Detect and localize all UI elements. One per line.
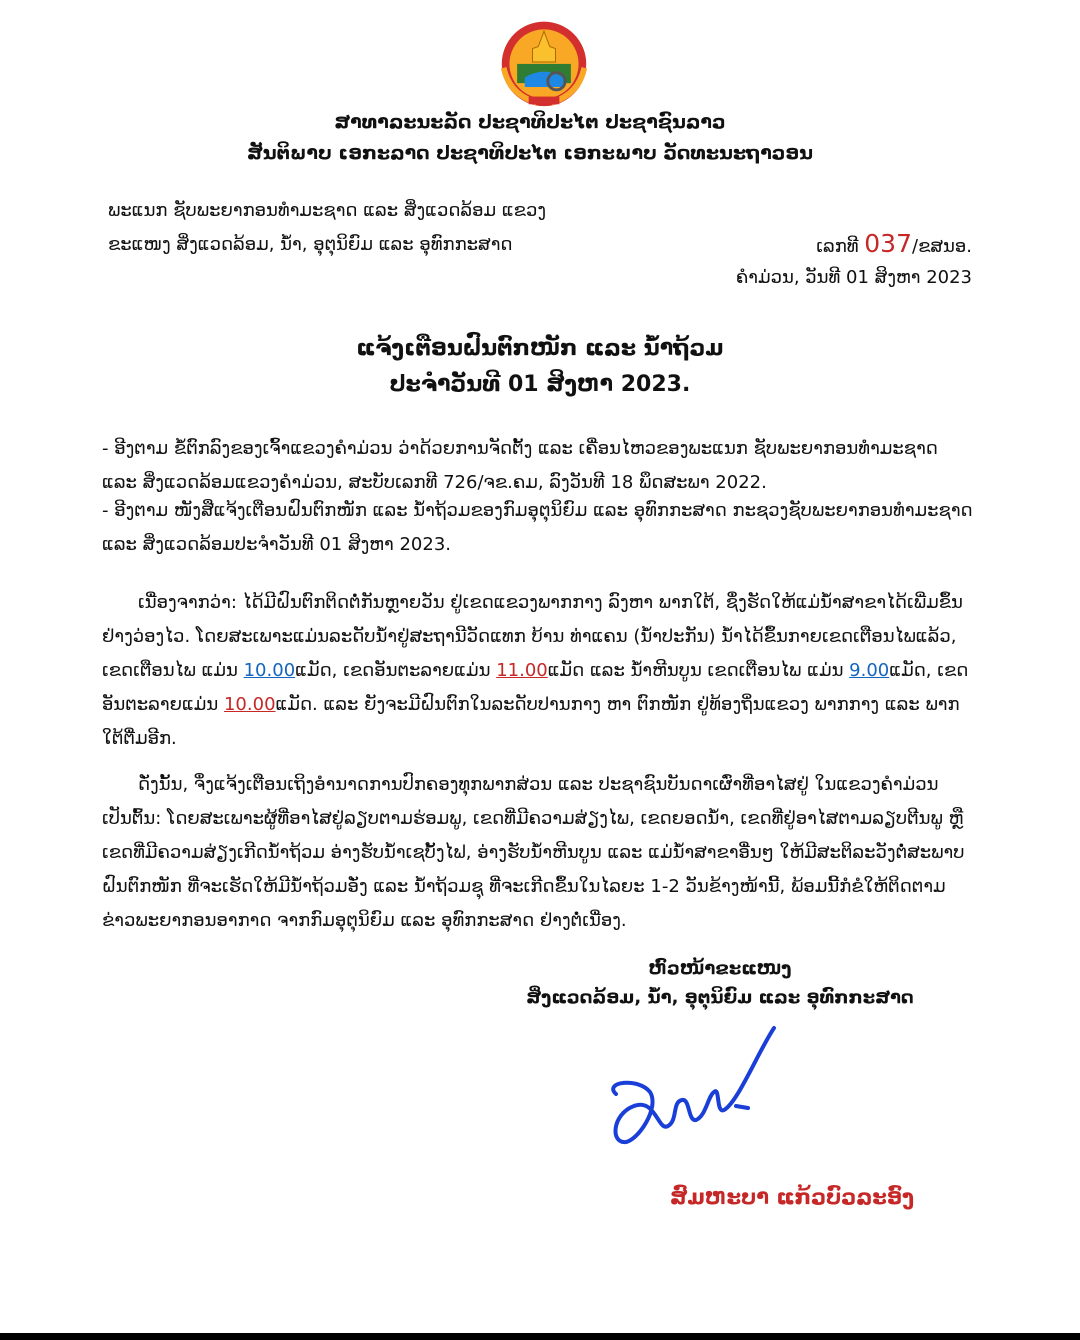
legal-reference-2: - ອີງຕາມ ໜັງສືແຈ້ງເຕືອນຝົນຕົກໜັກ ແລະ ນ້ຳຖ້ວມຂອງກົມອຸຕຸນິຍົມ ແລະ ອຸທົກກະສາດ ກະຊວງຊັບພະຍາກອນທຳມະຊາດ ແລະ ສິ່ງແວດລ້ອມປະຈຳວັນທີ 01 ສິງຫາ 2023. [102, 500, 973, 555]
body-paragraph-1 [102, 586, 974, 756]
water-level-value: 9.00 [849, 660, 890, 681]
signatory-unit: ສິ່ງແວດລ້ອມ, ນ້ຳ, ອຸຕຸນິຍົມ ແລະ ອຸທົກກະສາດ [526, 987, 914, 1008]
body-text: ແມັດ. ແລະ ຍັງຈະມີຝົນຕົກໃນລະດັບປານກາງ ຫາ ຕົກໜັກ ຢູ່ທ້ອງຖິ່ນແຂວງ ພາກກາງ ແລະ ພາກໃຕ້ຕື່ມອີກ. [102, 694, 960, 749]
body-text: ແມັດ, ເຂດອັນຕະລາຍແມ່ນ [102, 660, 969, 715]
reference-number-value: 037 [864, 229, 912, 258]
body-text: ດັ່ງນັ້ນ, ຈຶ່ງແຈ້ງເຕືອນເຖິງອຳນາດການປົກຄອງທຸກພາກສ່ວນ ແລະ ປະຊາຊົນບັນດາເຜົ່າທີ່ອາໄສຢູ່ ໃນແຂວງຄຳມ່ວນ ເປັນຕົ້ນ: ໂດຍສະເພາະຜູ້ທີ່ອາໄສຢູ່ລຽບຕາມຮ່ອມພູ, ເຂດທີ່ມີຄວາມສ່ຽງໄພ, ເຂດຍອດນ້ຳ, ເຂດທີ່ຢູ່ອາໄສຕາມລຽບຕີນພູ ຫຼື ເຂດທີ່ມີຄວາມສ່ຽງເກີດນ້ຳຖ້ວມ ອ່າງຮັບນ້ຳເຊບັ້ງໄຟ, ອ່າງຮັບນ້ຳຫີນບູນ ແລະ ແມ່ນ້ຳສາຂາອື່ນໆ ໃຫ້ມີສະຕິລະວັງຕໍ່ສະພາບຝົນຕົກໜັກ ທີ່ຈະເຮັດໃຫ້ມີນ້ຳຖ້ວມອັ່ງ ແລະ ນ້ຳຖ້ວມຊຸ ທີ່ຈະເກີດຂຶ້ນໃນໄລຍະ 1-2 ວັນຂ້າງໜ້ານີ້, ພ້ອມນີ້ກໍຂໍໃຫ້ຕິດຕາມຂ່າວພະຍາກອນອາກາດ ຈາກກົມອຸຕຸນິຍົມ ແລະ ອຸທົກກະສາດ ຢ່າງຕໍ່ເນື່ອງ. [102, 774, 965, 931]
document-date: ຄຳມ່ວນ, ວັນທີ 01 ສິງຫາ 2023 [735, 267, 972, 288]
document-subtitle: ປະຈຳວັນທີ 01 ສິງຫາ 2023. [389, 372, 691, 397]
water-level-value: 10.00 [223, 694, 276, 715]
water-level-value: 11.00 [496, 660, 548, 681]
body-text: ເນື່ອງຈາກວ່າ: ໄດ້ມີຝົນຕົກຕິດຕໍ່ກັນຫຼາຍວັນ ຢູ່ເຂດແຂວງພາກກາງ ລົງຫາ ພາກໃຕ້, ຊຶ່ງຮັດໃຫ້ແມ່ນ້ຳສາຂາໄດ້ເພີ່ມຂຶ້ນຢ່າງວ່ອງໄວ. ໂດຍສະເພາະແມ່ນລະດັບນ້ຳຢູ່ສະຖານີວັດແທກ ບ້ານ ທ່າແຄນ (ນ້ຳປະກັນ) ນ້ຳໄດ້ຂຶ້ນກາຍເຂດເຕືອນໄພແລ້ວ, ເຂດເຕືອນໄພ ແມ່ນ [102, 592, 963, 681]
reference-number [816, 229, 972, 258]
body-text: ແມັດ ແລະ ນ້ຳຫີນບູນ ເຂດເຕືອນໄພ ແມ່ນ [547, 660, 850, 681]
body-paragraph-2 [102, 768, 974, 938]
reference-prefix: ເລກທີ [816, 236, 865, 257]
department-name: ພະແນກ ຊັບພະຍາກອນທຳມະຊາດ ແລະ ສິ່ງແວດລ້ອມ ແຂວງ [108, 200, 547, 221]
document-title: ແຈ້ງເຕືອນຝົນຕົກໜັກ ແລະ ນ້ຳຖ້ວມ [356, 336, 724, 361]
reference-suffix: /ຂສນອ. [912, 236, 972, 257]
national-motto: ສັນຕິພາບ ເອກະລາດ ປະຊາທິປະໄຕ ເອກະພາບ ວັດທະນະຖາວອນ [247, 142, 813, 164]
section-name: ຂະແໜງ ສິ່ງແວດລ້ອມ, ນ້ຳ, ອຸຕຸນິຍົມ ແລະ ອຸທົກກະສາດ [108, 234, 513, 255]
legal-reference-1: - ອີງຕາມ ຂໍ້ຕົກລົງຂອງເຈົ້າແຂວງຄຳມ່ວນ ວ່າດ້ວຍການຈັດຕັ້ງ ແລະ ເຄື່ອນໄຫວຂອງພະແນກ ຊັບພະຍາກອນທຳມະຊາດ ແລະ ສິ່ງແວດລ້ອມແຂວງຄຳມ່ວນ, ສະບັບເລກທີ 726/ຈຂ.ຄມ, ລົງວັນທີ 18 ພຶດສະພາ 2022. [102, 438, 938, 493]
national-emblem-icon [496, 14, 592, 110]
water-level-value: 10.00 [243, 660, 296, 681]
body-text: ແມັດ, ເຂດອັນຕະລາຍແມ່ນ [295, 660, 497, 681]
signature-icon [598, 1022, 788, 1162]
signatory-role: ຫົວໜ້າຂະແໜງ [648, 958, 792, 979]
country-name-heading: ສາທາລະນະລັດ ປະຊາທິປະໄຕ ປະຊາຊົນລາວ [334, 111, 726, 133]
signatory-name: ສົມຫະບາ ແກ້ວບົວລະອົງ [670, 1185, 915, 1209]
